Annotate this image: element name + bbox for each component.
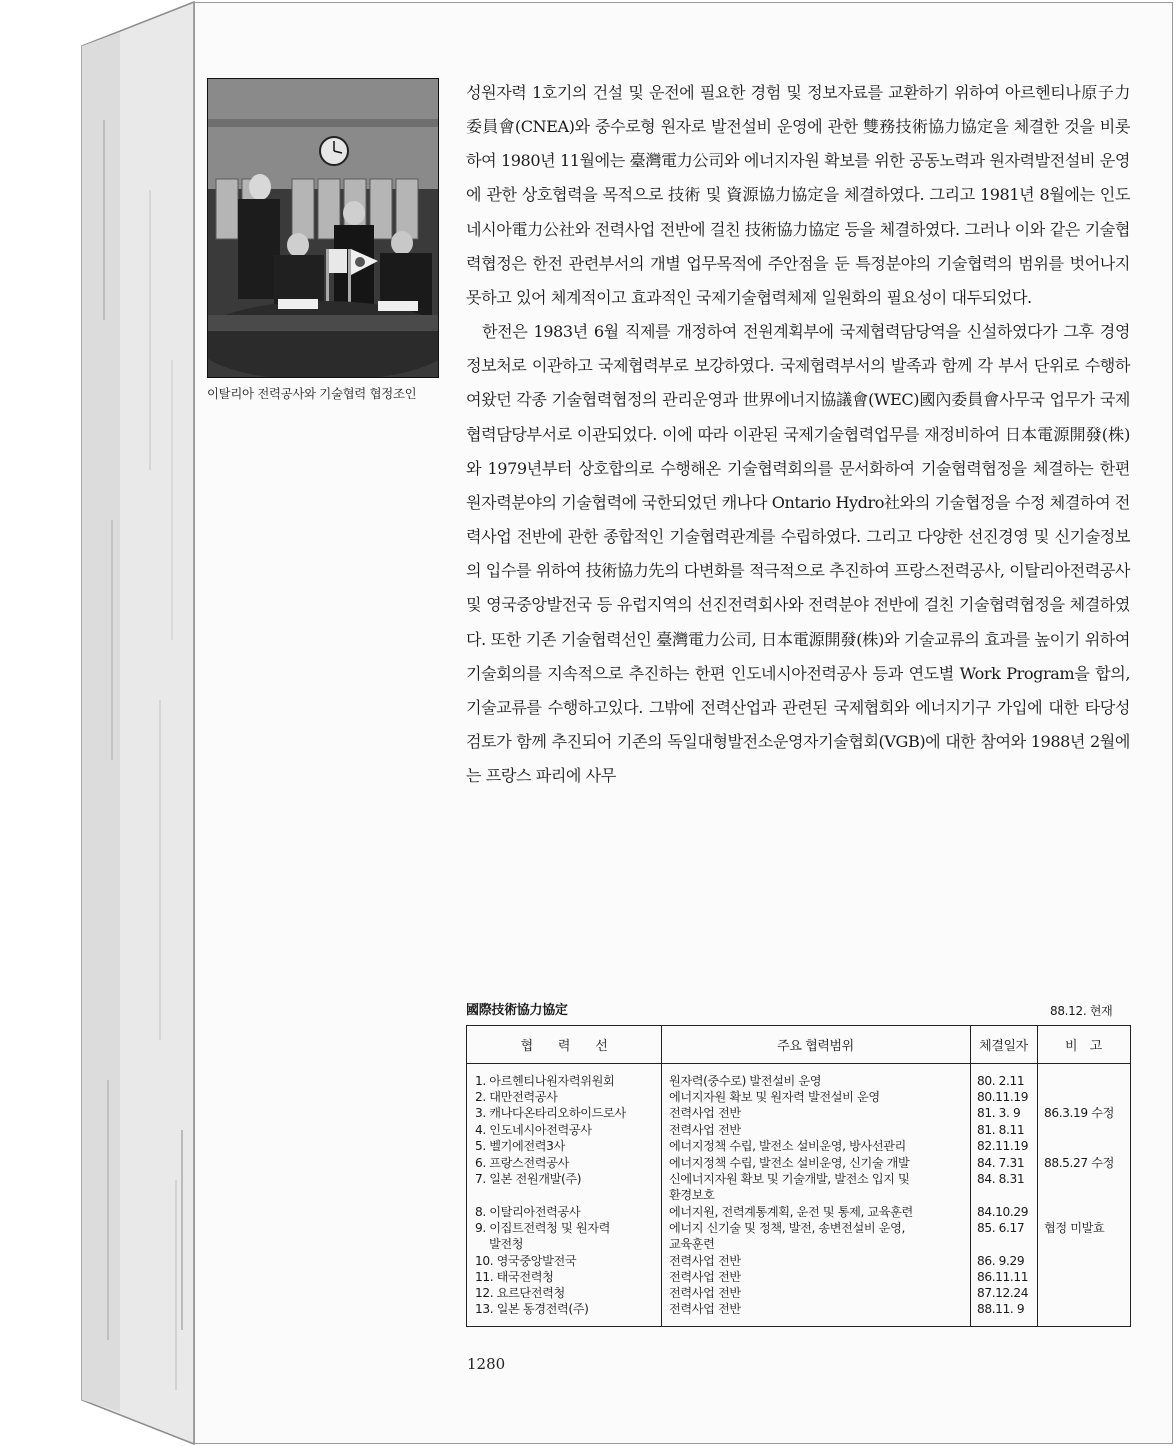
book-page-stack <box>0 0 200 1446</box>
paragraph: 성원자력 1호기의 건설 및 운전에 필요한 경험 및 정보자료를 교환하기 위하여 아르헨티나原子力委員會(CNEA)와 중수로형 원자로 발전설비 운영에 관한 雙務技術協力協定을 체결한 것을 비롯하여 1980년 11월에는 臺灣電力公司와 에너지자원 확보를 위한 공동노력과 원자력발전설비 운영에 관한 상호협력을 목적으로 技術 및 資源協力協定을 체결하였다. 그리고 1981년 8월에는 인도네시아電力公社와 전력사업 전반에 걸친 技術協力協定 등을 체결하였다. 그러나 이와 같은 기술협력협정은 한전 관련부서의 개별 업무목적에 주안점을 둔 특정분야의 기술협력의 범위를 벗어나지 못하고 있어 체계적이고 효과적인 국제기술협력체제 일원화의 필요성이 대두되었다. <box>466 83 1130 307</box>
note-cell: 88.5.27 수정 <box>1044 1156 1114 1170</box>
date-cell: 84.10.29 <box>977 1205 1029 1219</box>
note-cell: 협정 미발효 <box>1044 1221 1105 1235</box>
scope-cell: 에너지원, 전력계통계획, 운전 및 통제, 교육훈련 <box>669 1205 913 1219</box>
table-title: 國際技術協力協定 <box>466 1003 568 1018</box>
scope-cell: 에너지자원 확보 및 원자력 발전설비 운영 <box>669 1090 880 1104</box>
date-cell: 80. 2.11 <box>977 1074 1025 1088</box>
scope-cell: 에너지정책 수립, 발전소 설비운영, 신기술 개발 <box>669 1156 910 1170</box>
table-row <box>467 1269 1130 1286</box>
photo-caption: 이탈리아 전력공사와 기술협력 협정조인 <box>207 386 417 401</box>
scope-cell: 전력사업 전반 <box>669 1270 741 1284</box>
date-cell: 87.12.24 <box>977 1286 1029 1300</box>
scope-cell: 전력사업 전반 <box>669 1302 741 1316</box>
table-row <box>467 1204 1130 1221</box>
table-row <box>467 1155 1130 1172</box>
scope-cell: 교육훈련 <box>669 1237 715 1251</box>
scope-cell: 에너지정책 수립, 발전소 설비운영, 방사선관리 <box>669 1139 906 1153</box>
partner-cell: 4. 인도네시아전력공사 <box>475 1123 592 1137</box>
page-number: 1280 <box>467 1355 506 1373</box>
table-row-continuation <box>467 1187 1130 1204</box>
scope-cell: 전력사업 전반 <box>669 1106 741 1120</box>
partner-cell: 8. 이탈리아전력공사 <box>475 1205 581 1219</box>
partner-cell: 10. 영국중앙발전국 <box>475 1254 577 1268</box>
partner-cell: 13. 일본 동경전력(주) <box>475 1302 589 1316</box>
agreements-table <box>466 1025 1131 1327</box>
partner-cell: 11. 태국전력청 <box>475 1270 554 1284</box>
table-row-continuation <box>467 1236 1130 1253</box>
note-cell: 86.3.19 수정 <box>1044 1106 1114 1120</box>
table-row <box>467 1138 1130 1155</box>
date-cell: 88.11. 9 <box>977 1302 1025 1316</box>
partner-cell: 9. 이집트전력청 및 원자력 <box>475 1221 610 1235</box>
table-as-of-date: 88.12. 현재 <box>1050 1004 1113 1018</box>
header-note: 비 고 <box>1037 1026 1130 1064</box>
table-row <box>467 1171 1130 1188</box>
scope-cell: 신에너지자원 확보 및 기술개발, 발전소 입지 및 <box>669 1172 910 1186</box>
scope-cell: 환경보호 <box>669 1188 715 1202</box>
date-cell: 81. 3. 9 <box>977 1106 1021 1120</box>
partner-cell: 5. 벨기에전력3사 <box>475 1139 565 1153</box>
date-cell: 86. 9.29 <box>977 1254 1025 1268</box>
scope-cell: 전력사업 전반 <box>669 1123 741 1137</box>
table-row <box>467 1253 1130 1270</box>
table-row <box>467 1285 1130 1302</box>
partner-cell: 12. 요르단전력청 <box>475 1286 565 1300</box>
header-partner: 협 력 선 <box>467 1026 661 1064</box>
date-cell: 82.11.19 <box>977 1139 1029 1153</box>
partner-cell: 6. 프랑스전력공사 <box>475 1156 569 1170</box>
scope-cell: 원자력(중수로) 발전설비 운영 <box>669 1074 822 1088</box>
paragraph: 한전은 1983년 6월 직제를 개정하여 전원계획부에 국제협력담당역을 신설하였다가 그후 경영정보처로 이관하고 국제협력부로 보강하였다. 국제협력부서의 발족과 함께 각 부서 단위로 수행하여왔던 각종 기술협력협정의 관리운영과 世界에너지協議會(WEC)國內委員會사무국 업무가 국제협력담당부서로 이관되었다. 이에 따라 이관된 국제기술협력업무를 재정비하여 日本電源開發(株)와 1979년부터 상호합의로 수행해온 기술협력회의를 문서화하여 기술협력협정을 체결하는 한편 원자력분야의 기술협력에 국한되었던 캐나다 Ontario Hydro社와의 기술협정을 수정 체결하여 전력사업 전반에 관한 종합적인 기술협력관계를 수립하였다. 그리고 다양한 선진경영 및 신기술정보의 입수를 위하여 技術協力先의 다변화를 적극적으로 추진하여 프랑스전력공사, 이탈리아전력공사 및 영국중앙발전국 등 유럽지역의 선진전력회사와 전력분야 전반에 걸친 기술협력협정을 체결하였다. 또한 기존 기술협력선인 臺灣電力公司, 日本電源開發(株)와 기술교류의 효과를 높이기 위하여 기술회의를 지속적으로 추진하는 한편 인도네시아전력공사 등과 연도별 Work Program을 합의, 기술교류를 수행하고있다. 그밖에 전력산업과 관련된 국제협회와 에너지기구 가입에 대한 타당성 검토가 함께 추진되어 기존의 독일대형발전소운영자기술협회(VGB)에 대한 참여와 1988년 2월에는 프랑스 파리에 사무 <box>466 322 1130 786</box>
table-row <box>467 1105 1130 1122</box>
scope-cell: 에너지 신기술 및 정책, 발전, 송변전설비 운영, <box>669 1221 905 1235</box>
body-text <box>466 76 1130 793</box>
date-cell: 86.11.11 <box>977 1270 1029 1284</box>
partner-cell: 3. 캐나다온타리오하이드로사 <box>475 1106 626 1120</box>
header-date: 체결일자 <box>970 1026 1037 1064</box>
date-cell: 84. 7.31 <box>977 1156 1025 1170</box>
partner-cell: 2. 대만전력공사 <box>475 1090 558 1104</box>
date-cell: 84. 8.31 <box>977 1172 1025 1186</box>
table-row <box>467 1220 1130 1237</box>
partner-cell: 1. 아르헨티나원자력위원회 <box>475 1074 615 1088</box>
scope-cell: 전력사업 전반 <box>669 1286 741 1300</box>
scope-cell: 전력사업 전반 <box>669 1254 741 1268</box>
table-row <box>467 1301 1130 1318</box>
partner-cell: 7. 일본 전원개발(주) <box>475 1172 582 1186</box>
signing-ceremony-photo <box>207 78 439 378</box>
header-scope: 주요 협력범위 <box>661 1026 970 1064</box>
table-row <box>467 1122 1130 1139</box>
date-cell: 85. 6.17 <box>977 1221 1025 1235</box>
table-row <box>467 1089 1130 1106</box>
date-cell: 81. 8.11 <box>977 1123 1025 1137</box>
date-cell: 80.11.19 <box>977 1090 1029 1104</box>
table-row <box>467 1073 1130 1090</box>
partner-cell: 발전청 <box>489 1237 524 1251</box>
